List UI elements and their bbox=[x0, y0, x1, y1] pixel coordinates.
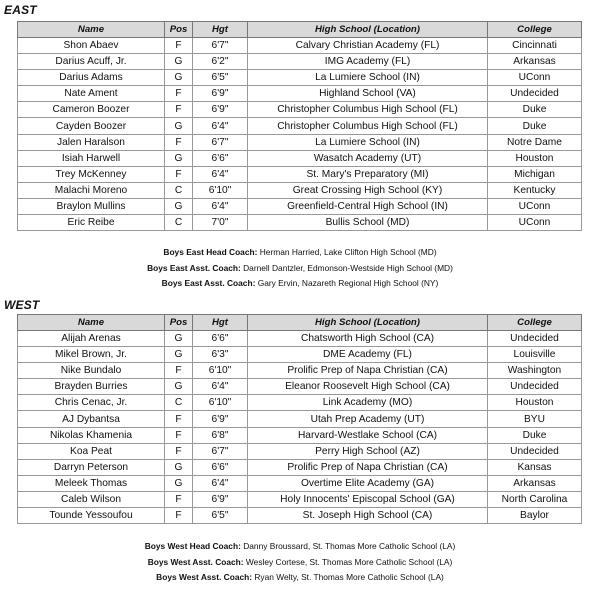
cell-college: Arkansas bbox=[488, 475, 582, 491]
cell-hgt: 6'4" bbox=[193, 198, 248, 214]
coach-name: Gary Ervin, Nazareth Regional High School (NY) bbox=[257, 278, 439, 288]
coach-name: Herman Harried, Lake Clifton High School (MD) bbox=[259, 247, 437, 257]
coach-line bbox=[0, 555, 600, 571]
cell-pos: F bbox=[165, 166, 193, 182]
column-header-name: Name bbox=[18, 22, 165, 38]
cell-pos: F bbox=[165, 411, 193, 427]
table-row bbox=[18, 395, 582, 411]
cell-pos: F bbox=[165, 86, 193, 102]
cell-pos: G bbox=[165, 379, 193, 395]
cell-college: Undecided bbox=[488, 86, 582, 102]
cell-college: Arkansas bbox=[488, 54, 582, 70]
cell-college: Duke bbox=[488, 118, 582, 134]
table-row bbox=[18, 379, 582, 395]
cell-college: Duke bbox=[488, 427, 582, 443]
cell-name: Jalen Haralson bbox=[18, 134, 165, 150]
cell-hgt: 6'9" bbox=[193, 411, 248, 427]
cell-name: Nikolas Khamenia bbox=[18, 427, 165, 443]
cell-name: Nike Bundalo bbox=[18, 363, 165, 379]
west-coaches bbox=[0, 539, 600, 586]
cell-college: UConn bbox=[488, 70, 582, 86]
cell-high-school: Prolific Prep of Napa Christian (CA) bbox=[248, 459, 488, 475]
cell-college: UConn bbox=[488, 198, 582, 214]
cell-hgt: 6'3" bbox=[193, 347, 248, 363]
west-roster-table bbox=[17, 314, 582, 524]
cell-pos: F bbox=[165, 38, 193, 54]
cell-pos: F bbox=[165, 134, 193, 150]
cell-pos: G bbox=[165, 198, 193, 214]
cell-college: Washington bbox=[488, 363, 582, 379]
cell-name: Caleb Wilson bbox=[18, 491, 165, 507]
column-header-high-school: High School (Location) bbox=[248, 315, 488, 331]
cell-pos: F bbox=[165, 491, 193, 507]
cell-college: Undecided bbox=[488, 379, 582, 395]
cell-college: Louisville bbox=[488, 347, 582, 363]
table-row bbox=[18, 70, 582, 86]
cell-high-school: Calvary Christian Academy (FL) bbox=[248, 38, 488, 54]
coach-role-label: Boys West Asst. Coach: bbox=[156, 572, 253, 582]
cell-college: Duke bbox=[488, 102, 582, 118]
table-row bbox=[18, 491, 582, 507]
cell-high-school: IMG Academy (FL) bbox=[248, 54, 488, 70]
cell-pos: F bbox=[165, 102, 193, 118]
cell-hgt: 6'9" bbox=[193, 491, 248, 507]
cell-hgt: 6'5" bbox=[193, 508, 248, 524]
cell-name: Meleek Thomas bbox=[18, 475, 165, 491]
table-row bbox=[18, 508, 582, 524]
cell-hgt: 6'10" bbox=[193, 395, 248, 411]
cell-hgt: 6'5" bbox=[193, 70, 248, 86]
cell-name: Isiah Harwell bbox=[18, 150, 165, 166]
cell-name: Alijah Arenas bbox=[18, 331, 165, 347]
cell-college: Michigan bbox=[488, 166, 582, 182]
cell-hgt: 6'2" bbox=[193, 54, 248, 70]
coach-role-label: Boys East Asst. Coach: bbox=[147, 262, 241, 273]
cell-name: Shon Abaev bbox=[18, 38, 165, 54]
cell-pos: G bbox=[165, 70, 193, 86]
coach-role-label: Boys East Head Coach: bbox=[163, 247, 258, 257]
table-row bbox=[18, 86, 582, 102]
cell-college: Baylor bbox=[488, 508, 582, 524]
cell-college: Undecided bbox=[488, 331, 582, 347]
cell-college: Houston bbox=[488, 395, 582, 411]
cell-hgt: 6'6" bbox=[193, 150, 248, 166]
cell-pos: F bbox=[165, 363, 193, 379]
cell-name: Mikel Brown, Jr. bbox=[18, 347, 165, 363]
table-row bbox=[18, 443, 582, 459]
cell-hgt: 6'6" bbox=[193, 331, 248, 347]
coach-name: Darnell Dantzler, Edmonson-Westside High School (MD) bbox=[243, 262, 453, 273]
cell-hgt: 6'10" bbox=[193, 363, 248, 379]
cell-high-school: Link Academy (MO) bbox=[248, 395, 488, 411]
cell-name: AJ Dybantsa bbox=[18, 411, 165, 427]
cell-pos: G bbox=[165, 54, 193, 70]
cell-college: North Carolina bbox=[488, 491, 582, 507]
cell-high-school: Holy Innocents' Episcopal School (GA) bbox=[248, 491, 488, 507]
cell-college: Cincinnati bbox=[488, 38, 582, 54]
column-header-high-school: High School (Location) bbox=[248, 22, 488, 38]
column-header-college: College bbox=[488, 22, 582, 38]
coach-line bbox=[0, 261, 600, 277]
cell-high-school: Chatsworth High School (CA) bbox=[248, 331, 488, 347]
cell-high-school: Eleanor Roosevelt High School (CA) bbox=[248, 379, 488, 395]
coach-role-label: Boys West Asst. Coach: bbox=[147, 556, 244, 567]
column-header-pos: Pos bbox=[165, 315, 193, 331]
cell-college: Kentucky bbox=[488, 182, 582, 198]
cell-hgt: 6'4" bbox=[193, 379, 248, 395]
cell-high-school: Great Crossing High School (KY) bbox=[248, 182, 488, 198]
cell-hgt: 7'0" bbox=[193, 215, 248, 231]
cell-high-school: Highland School (VA) bbox=[248, 86, 488, 102]
cell-hgt: 6'8" bbox=[193, 427, 248, 443]
cell-pos: F bbox=[165, 427, 193, 443]
cell-name: Braylon Mullins bbox=[18, 198, 165, 214]
cell-hgt: 6'9" bbox=[193, 102, 248, 118]
cell-high-school: Greenfield-Central High School (IN) bbox=[248, 198, 488, 214]
cell-hgt: 6'10" bbox=[193, 182, 248, 198]
cell-name: Darius Adams bbox=[18, 70, 165, 86]
column-header-pos: Pos bbox=[165, 22, 193, 38]
cell-high-school: Perry High School (AZ) bbox=[248, 443, 488, 459]
cell-college: Undecided bbox=[488, 443, 582, 459]
table-row bbox=[18, 118, 582, 134]
coach-role-label: Boys East Asst. Coach: bbox=[161, 278, 256, 288]
coach-line bbox=[0, 276, 600, 292]
cell-pos: G bbox=[165, 331, 193, 347]
column-header-hgt: Hgt bbox=[193, 22, 248, 38]
cell-name: Tounde Yessoufou bbox=[18, 508, 165, 524]
cell-college: Kansas bbox=[488, 459, 582, 475]
cell-name: Brayden Burries bbox=[18, 379, 165, 395]
cell-hgt: 6'9" bbox=[193, 86, 248, 102]
east-coaches bbox=[0, 245, 600, 292]
cell-hgt: 6'7" bbox=[193, 134, 248, 150]
cell-pos: G bbox=[165, 118, 193, 134]
cell-high-school: Harvard-Westlake School (CA) bbox=[248, 427, 488, 443]
cell-pos: C bbox=[165, 182, 193, 198]
table-row bbox=[18, 215, 582, 231]
cell-hgt: 6'4" bbox=[193, 166, 248, 182]
table-header-row bbox=[18, 22, 582, 38]
column-header-college: College bbox=[488, 315, 582, 331]
cell-pos: G bbox=[165, 475, 193, 491]
coach-role-label: Boys West Head Coach: bbox=[144, 541, 241, 551]
cell-college: Houston bbox=[488, 150, 582, 166]
column-header-name: Name bbox=[18, 315, 165, 331]
table-row bbox=[18, 182, 582, 198]
table-row bbox=[18, 475, 582, 491]
cell-name: Cameron Boozer bbox=[18, 102, 165, 118]
cell-name: Darryn Peterson bbox=[18, 459, 165, 475]
table-header-row bbox=[18, 315, 582, 331]
table-row bbox=[18, 363, 582, 379]
table-row bbox=[18, 134, 582, 150]
table-row bbox=[18, 459, 582, 475]
cell-pos: G bbox=[165, 347, 193, 363]
coach-line bbox=[0, 570, 600, 586]
cell-high-school: DME Academy (FL) bbox=[248, 347, 488, 363]
cell-hgt: 6'6" bbox=[193, 459, 248, 475]
cell-pos: C bbox=[165, 215, 193, 231]
cell-pos: F bbox=[165, 508, 193, 524]
cell-college: UConn bbox=[488, 215, 582, 231]
cell-high-school: St. Mary's Preparatory (MI) bbox=[248, 166, 488, 182]
east-roster-table bbox=[17, 21, 582, 231]
coach-name: Wesley Cortese, St. Thomas More Catholic School (LA) bbox=[245, 556, 453, 567]
cell-high-school: La Lumiere School (IN) bbox=[248, 70, 488, 86]
cell-high-school: Utah Prep Academy (UT) bbox=[248, 411, 488, 427]
table-row bbox=[18, 166, 582, 182]
cell-hgt: 6'4" bbox=[193, 475, 248, 491]
table-row bbox=[18, 411, 582, 427]
coach-name: Ryan Welty, St. Thomas More Catholic School (LA) bbox=[254, 572, 444, 582]
cell-high-school: Christopher Columbus High School (FL) bbox=[248, 102, 488, 118]
cell-high-school: Prolific Prep of Napa Christian (CA) bbox=[248, 363, 488, 379]
cell-high-school: Christopher Columbus High School (FL) bbox=[248, 118, 488, 134]
cell-high-school: La Lumiere School (IN) bbox=[248, 134, 488, 150]
cell-name: Nate Ament bbox=[18, 86, 165, 102]
cell-hgt: 6'7" bbox=[193, 443, 248, 459]
table-row bbox=[18, 150, 582, 166]
cell-name: Trey McKenney bbox=[18, 166, 165, 182]
column-header-hgt: Hgt bbox=[193, 315, 248, 331]
cell-name: Malachi Moreno bbox=[18, 182, 165, 198]
cell-college: Notre Dame bbox=[488, 134, 582, 150]
table-row bbox=[18, 54, 582, 70]
table-row bbox=[18, 198, 582, 214]
cell-college: BYU bbox=[488, 411, 582, 427]
table-row bbox=[18, 347, 582, 363]
coach-name: Danny Broussard, St. Thomas More Catholic School (LA) bbox=[243, 541, 456, 551]
cell-pos: G bbox=[165, 459, 193, 475]
cell-high-school: St. Joseph High School (CA) bbox=[248, 508, 488, 524]
cell-high-school: Wasatch Academy (UT) bbox=[248, 150, 488, 166]
east-section-title: EAST bbox=[4, 3, 37, 17]
table-row bbox=[18, 427, 582, 443]
cell-high-school: Bullis School (MD) bbox=[248, 215, 488, 231]
cell-name: Chris Cenac, Jr. bbox=[18, 395, 165, 411]
west-section-title: WEST bbox=[4, 298, 40, 312]
cell-high-school: Overtime Elite Academy (GA) bbox=[248, 475, 488, 491]
coach-line bbox=[0, 539, 600, 555]
cell-pos: F bbox=[165, 443, 193, 459]
cell-name: Eric Reibe bbox=[18, 215, 165, 231]
table-row bbox=[18, 331, 582, 347]
cell-pos: C bbox=[165, 395, 193, 411]
cell-hgt: 6'4" bbox=[193, 118, 248, 134]
cell-hgt: 6'7" bbox=[193, 38, 248, 54]
cell-name: Koa Peat bbox=[18, 443, 165, 459]
table-row bbox=[18, 38, 582, 54]
cell-pos: G bbox=[165, 150, 193, 166]
cell-name: Darius Acuff, Jr. bbox=[18, 54, 165, 70]
cell-name: Cayden Boozer bbox=[18, 118, 165, 134]
coach-line bbox=[0, 245, 600, 261]
table-row bbox=[18, 102, 582, 118]
